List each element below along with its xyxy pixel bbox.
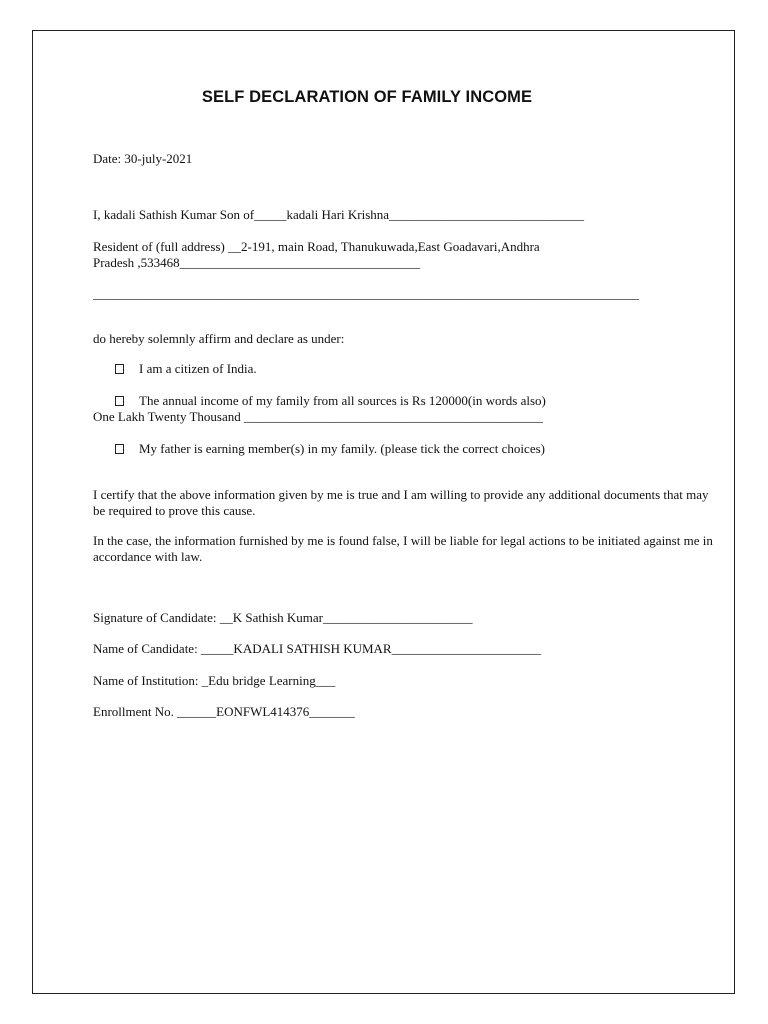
- enrollment-number-line: Enrollment No. ______EONFWL414376_______: [93, 704, 355, 719]
- checkbox-icon: [115, 396, 124, 406]
- candidate-name-line: Name of Candidate: _____KADALI SATHISH KUMAR_______________________: [93, 641, 542, 656]
- date-line: Date: 30-july-2021: [93, 151, 193, 166]
- citizen-statement: I am a citizen of India.: [139, 361, 257, 376]
- certification-paragraph: I certify that the above information given by me is true and I am willing to provide any additional documents that may be required to prove this cause.: [93, 487, 709, 518]
- signature-line: Signature of Candidate: __K Sathish Kumar_______________________: [93, 610, 473, 625]
- resident-address-line-2: Pradesh ,533468_____________________________________: [93, 255, 421, 270]
- false-information-paragraph: In the case, the information furnished by me is found false, I will be liable for legal actions to be initiated against me in accordance with law.: [93, 533, 713, 564]
- institution-name-line: Name of Institution: _Edu bridge Learning___: [93, 673, 336, 688]
- income-in-words-line: One Lakh Twenty Thousand ______________________________________________: [93, 409, 543, 424]
- blank-underline: ____________________________________________________________________________________: [93, 286, 639, 301]
- checkbox-icon: [115, 444, 124, 454]
- affirm-line: do hereby solemnly affirm and declare as under:: [93, 331, 345, 346]
- document-title: SELF DECLARATION OF FAMILY INCOME: [201, 88, 533, 106]
- income-statement: The annual income of my family from all sources is Rs 120000(in words also): [139, 393, 546, 408]
- resident-address-line-1: Resident of (full address) __2-191, main Road, Thanukuwada,East Goadavari,Andhra: [93, 239, 540, 254]
- checkbox-icon: [115, 364, 124, 374]
- declarant-line: I, kadali Sathish Kumar Son of_____kadali Hari Krishna______________________________: [93, 207, 585, 222]
- earning-member-statement: My father is earning member(s) in my family. (please tick the correct choices): [139, 441, 545, 456]
